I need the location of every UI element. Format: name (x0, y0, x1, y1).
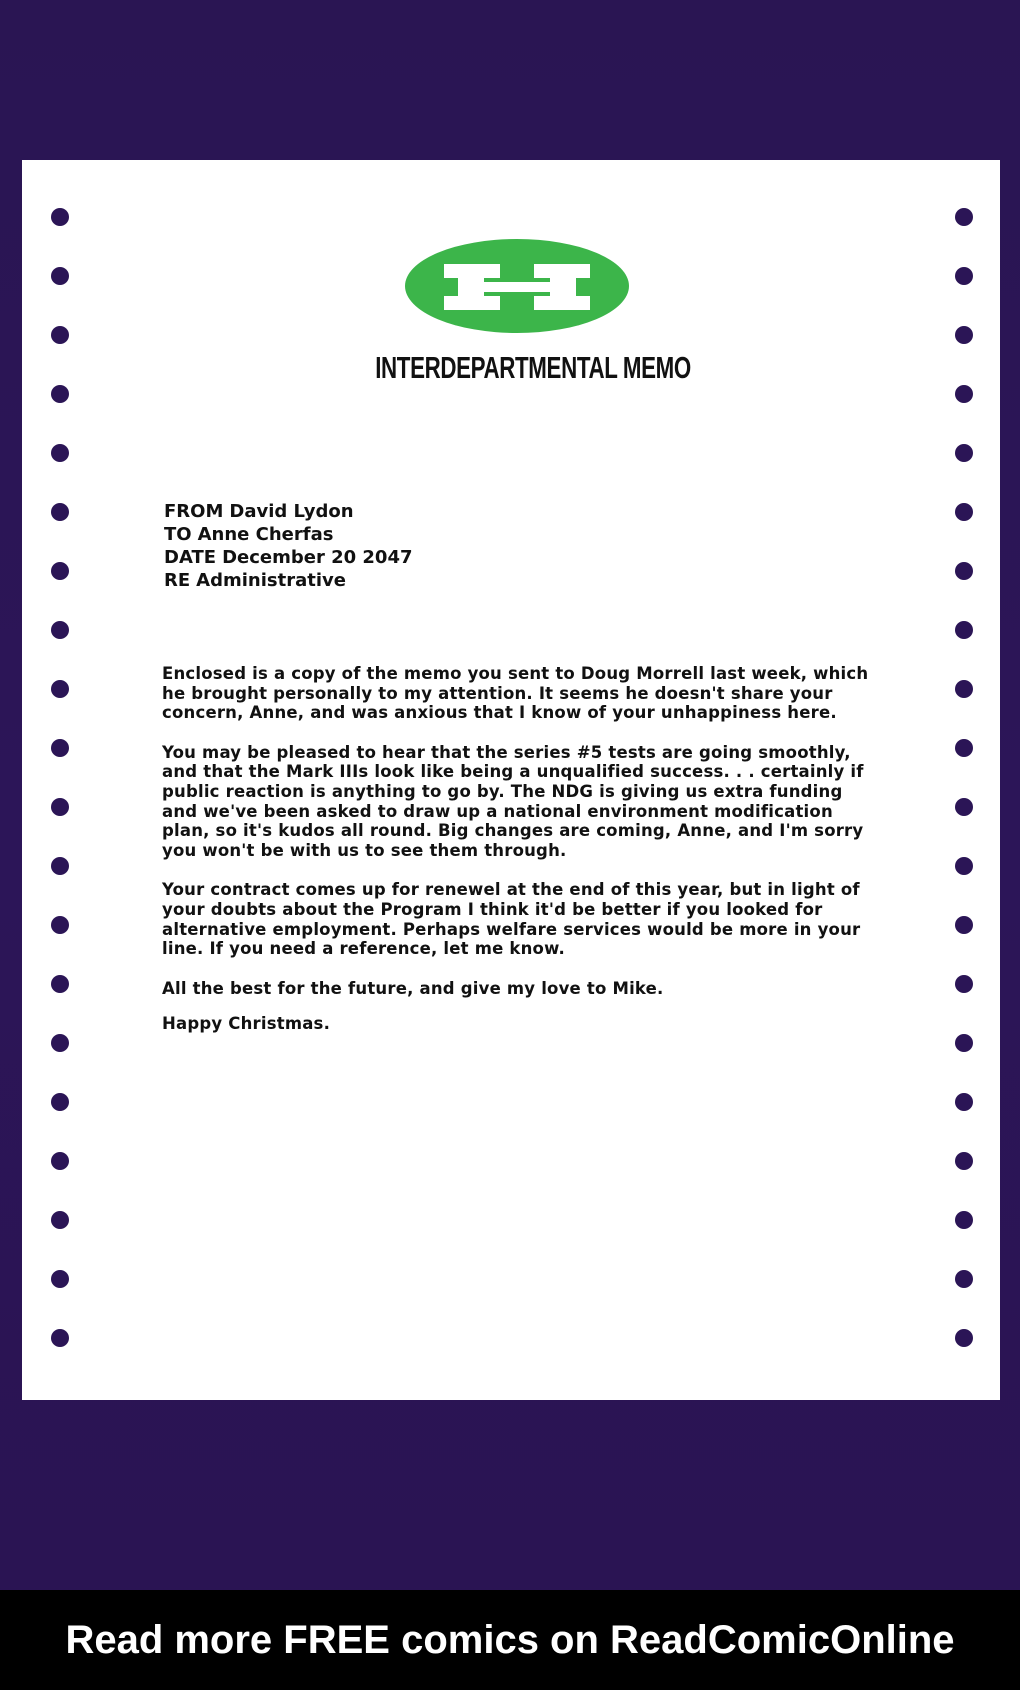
hole-right (955, 1211, 973, 1229)
hole-right (955, 1270, 973, 1288)
hole-right (955, 739, 973, 757)
header-date (164, 546, 413, 569)
hole-right (955, 975, 973, 993)
hole-left (51, 1270, 69, 1288)
header-value: Anne Cherfas (197, 524, 334, 545)
hole-left (51, 975, 69, 993)
hole-left (51, 1093, 69, 1111)
hole-right (955, 798, 973, 816)
memo-body (162, 664, 874, 1054)
header-value: December 20 2047 (222, 547, 413, 568)
hole-left (51, 680, 69, 698)
memo-header (164, 500, 413, 592)
header-label: RE (164, 570, 191, 591)
header-label: DATE (164, 547, 217, 568)
hole-left (51, 621, 69, 639)
hole-left (51, 1329, 69, 1347)
header-re (164, 569, 413, 592)
memo-title: INTERDEPARTMENTAL MEMO (375, 350, 691, 385)
hole-left (51, 1152, 69, 1170)
header-value: Administrative (196, 570, 346, 591)
hole-left (51, 857, 69, 875)
hole-right (955, 444, 973, 462)
memo-paragraph: Enclosed is a copy of the memo you sent to Doug Morrell last week, which he brought personally to my attention. It seems he doesn't share your concern, Anne, and was anxious that I know of your unhappiness here. (162, 664, 869, 723)
hole-right (955, 503, 973, 521)
hole-right (955, 326, 973, 344)
memo-paragraph: You may be pleased to hear that the series #5 tests are going smoothly, and that the Mark IIIs look like being a unqualified success. . . certainly if public reaction is anything to go by. The NDG is giving us extra funding and we've been asked to draw up a national environment modification plan, so it's kudos all round. Big changes are coming, Anne, and I'm sorry you won't be with us to see them through. (162, 742, 864, 860)
hole-left (51, 1211, 69, 1229)
hole-right (955, 1034, 973, 1052)
header-value: David Lydon (229, 501, 354, 522)
promo-banner[interactable]: Read more FREE comics on ReadComicOnline (0, 1590, 1020, 1690)
hole-right (955, 1329, 973, 1347)
h-logo-icon (404, 238, 630, 334)
header-from (164, 500, 413, 523)
hole-left (51, 267, 69, 285)
hole-right (955, 562, 973, 580)
hole-left (51, 798, 69, 816)
hole-right (955, 385, 973, 403)
memo-paragraph: Happy Christmas. (162, 1014, 331, 1034)
hole-left (51, 1034, 69, 1052)
hole-right (955, 267, 973, 285)
hole-left (51, 444, 69, 462)
hole-right (955, 621, 973, 639)
memo-paragraph: Your contract comes up for renewel at the end of this year, but in light of your doubts about the Program I think it'd be better if you looked for alternative employment. Perhaps welfare services would be more in your line. If you need a reference, let me know. (162, 880, 861, 959)
hole-right (955, 916, 973, 934)
hole-left (51, 385, 69, 403)
hole-left (51, 326, 69, 344)
hole-right (955, 857, 973, 875)
hole-right (955, 1152, 973, 1170)
memo-paper (22, 160, 1000, 1400)
header-label: FROM (164, 501, 224, 522)
hole-left (51, 739, 69, 757)
hole-left (51, 208, 69, 226)
hole-right (955, 208, 973, 226)
hole-left (51, 916, 69, 934)
hole-left (51, 562, 69, 580)
hole-right (955, 1093, 973, 1111)
hole-left (51, 503, 69, 521)
header-label: TO (164, 524, 192, 545)
header-to (164, 523, 413, 546)
memo-paragraph: All the best for the future, and give my love to Mike. (162, 978, 664, 998)
hole-right (955, 680, 973, 698)
